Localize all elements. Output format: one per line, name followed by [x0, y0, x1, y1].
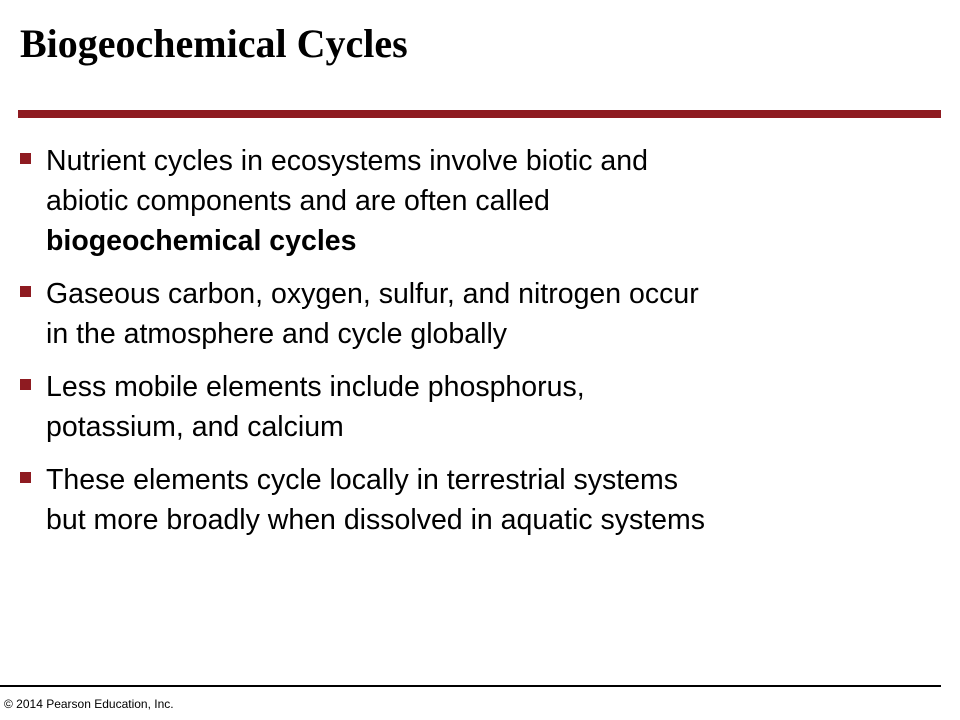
bullet-text-line: abiotic components and are often called — [46, 185, 550, 217]
square-bullet-icon — [20, 153, 31, 164]
slide-title: Biogeochemical Cycles — [20, 21, 408, 66]
bullet-text-line: Less mobile elements include phosphorus, — [46, 371, 585, 403]
bullet-item — [0, 141, 960, 261]
bullet-text-line: potassium, and calcium — [46, 411, 344, 443]
bullet-text-line: but more broadly when dissolved in aquatic systems — [46, 504, 705, 536]
bullet-item — [0, 274, 960, 354]
square-bullet-icon — [20, 286, 31, 297]
bullet-key-term: biogeochemical cycles — [46, 225, 357, 257]
bullet-text-line: in the atmosphere and cycle globally — [46, 318, 508, 350]
bullet-text-line: Gaseous carbon, oxygen, sulfur, and nitrogen occur — [46, 278, 699, 310]
copyright-notice: © 2014 Pearson Education, Inc. — [4, 697, 174, 711]
title-divider — [18, 110, 941, 118]
bullet-list — [0, 141, 960, 540]
footer-divider — [0, 685, 941, 687]
bullet-text-line: Nutrient cycles in ecosystems involve biotic and — [46, 145, 648, 177]
bullet-text-line: These elements cycle locally in terrestrial systems — [46, 464, 678, 496]
bullet-item — [0, 367, 960, 447]
square-bullet-icon — [20, 472, 31, 483]
square-bullet-icon — [20, 379, 31, 390]
bullet-item — [0, 460, 960, 540]
